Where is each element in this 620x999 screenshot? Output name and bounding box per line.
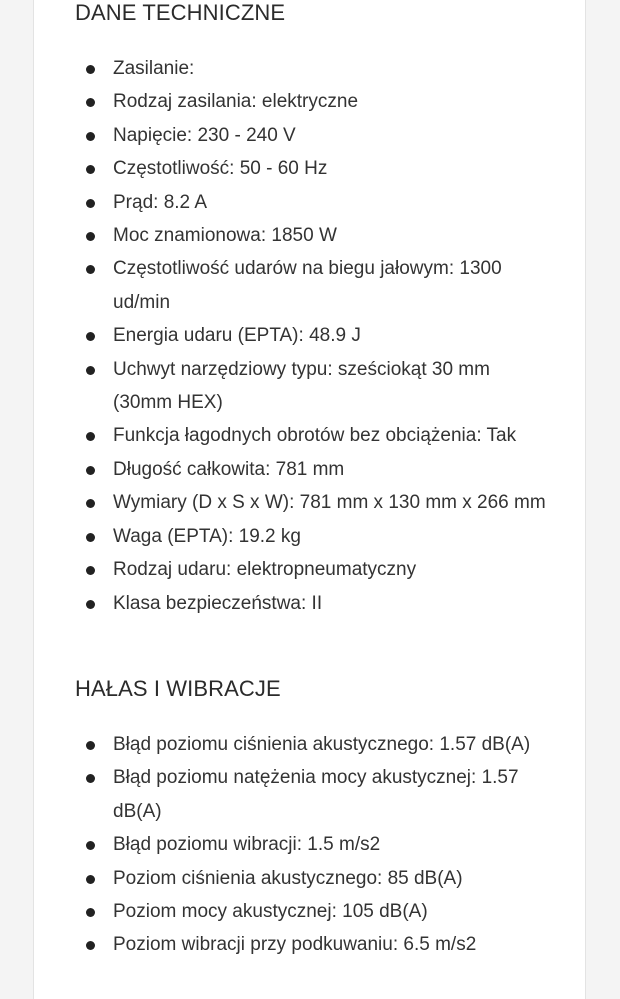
section-title-halas-i-wibracje: HAŁAS I WIBRACJE [75, 676, 281, 701]
bullet-icon [86, 499, 95, 508]
bullet-icon [86, 566, 95, 575]
list-item: Częstotliwość: 50 - 60 Hz [34, 152, 554, 185]
list-item: Długość całkowita: 781 mm [34, 453, 554, 486]
list-item: Błąd poziomu ciśnienia akustycznego: 1.57 dB(A) [34, 728, 554, 761]
bullet-icon [86, 600, 95, 609]
list-item: Napięcie: 230 - 240 V [34, 119, 554, 152]
bullet-icon [86, 232, 95, 241]
bullet-icon [86, 875, 95, 884]
list-item: Poziom wibracji przy podkuwaniu: 6.5 m/s2 [34, 928, 554, 961]
bullet-icon [86, 533, 95, 542]
list-item: Klasa bezpieczeństwa: II [34, 587, 554, 620]
bullet-icon [86, 132, 95, 141]
bullet-icon [86, 741, 95, 750]
list-item: Rodzaj zasilania: elektryczne [34, 85, 554, 118]
tech-specs-list [34, 52, 554, 620]
list-item: Energia udaru (EPTA): 48.9 J [34, 319, 554, 352]
bullet-icon [86, 65, 95, 74]
bullet-icon [86, 366, 95, 375]
list-item: Poziom mocy akustycznej: 105 dB(A) [34, 895, 554, 928]
list-item: Błąd poziomu natężenia mocy akustycznej: 1.57 dB(A) [34, 761, 554, 828]
list-item: Wymiary (D x S x W): 781 mm x 130 mm x 266 mm [34, 486, 554, 519]
section-title-dane-techniczne: DANE TECHNICZNE [75, 0, 286, 25]
noise-vibration-list [34, 728, 554, 962]
bullet-icon [86, 98, 95, 107]
list-item: Rodzaj udaru: elektropneumatyczny [34, 553, 554, 586]
bullet-icon [86, 432, 95, 441]
bullet-icon [86, 165, 95, 174]
list-item: Waga (EPTA): 19.2 kg [34, 520, 554, 553]
bullet-icon [86, 908, 95, 917]
bullet-icon [86, 774, 95, 783]
bullet-icon [86, 199, 95, 208]
list-item: Błąd poziomu wibracji: 1.5 m/s2 [34, 828, 554, 861]
spec-card [33, 0, 586, 999]
bullet-icon [86, 265, 95, 274]
list-item: Moc znamionowa: 1850 W [34, 219, 554, 252]
bullet-icon [86, 466, 95, 475]
bullet-icon [86, 332, 95, 341]
list-item: Zasilanie: [34, 52, 554, 85]
bullet-icon [86, 941, 95, 950]
list-item: Prąd: 8.2 A [34, 186, 554, 219]
list-item: Częstotliwość udarów na biegu jałowym: 1300 ud/min [34, 252, 554, 319]
list-item: Poziom ciśnienia akustycznego: 85 dB(A) [34, 862, 554, 895]
list-item: Funkcja łagodnych obrotów bez obciążenia: Tak [34, 419, 554, 452]
bullet-icon [86, 841, 95, 850]
list-item: Uchwyt narzędziowy typu: sześciokąt 30 mm (30mm HEX) [34, 353, 554, 420]
